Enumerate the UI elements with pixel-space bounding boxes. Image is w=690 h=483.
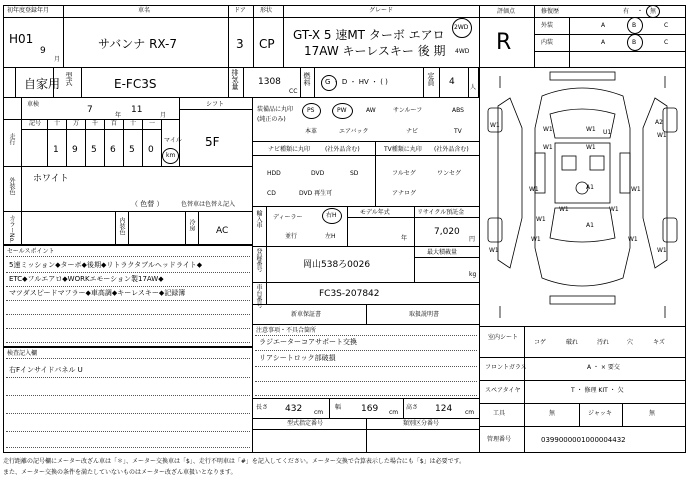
length-value: 432	[285, 404, 303, 414]
mileage-label: 走行	[8, 133, 15, 145]
grade-line1: GT-X 5 速MT ターボ エアロ	[293, 28, 445, 42]
sales-point-label: セールスポイント	[7, 248, 55, 255]
damage-mark: U1	[603, 129, 612, 136]
shape-label: 形状	[260, 7, 273, 14]
damage-mark: A1	[586, 184, 594, 191]
month-unit: 月	[54, 56, 61, 63]
color-value: ホワイト	[33, 174, 69, 184]
length-label: 長さ	[256, 404, 269, 411]
fuel-options: G ・ D ・ HV ・ ( )	[325, 78, 388, 86]
spare-tire-value: T ・ 修理 KIT ・ 欠	[571, 387, 624, 394]
mile-label: マイル	[164, 137, 182, 144]
recycle-value: 7,020	[434, 227, 460, 237]
equipment-label: 装備品に丸印	[257, 106, 294, 113]
inspection-month: 11	[131, 105, 143, 115]
inspector-label: 検査記入欄	[7, 350, 38, 357]
grade-label: グレード	[369, 7, 394, 14]
registration-value: 岡山538ろ0026	[303, 260, 371, 270]
doors-value: 3	[236, 37, 244, 51]
drive-2wd: 2WD	[454, 24, 469, 31]
sales-point-line: マツダスピードマフラー◆車高調◆キーレスキー◆記録簿	[9, 289, 186, 297]
shift-value: 5F	[205, 135, 220, 149]
score-value: R	[496, 30, 512, 55]
damage-mark: W1	[529, 186, 539, 193]
footer-note-1: 走行距離の記号欄にメーター改ざん車は「＊」、メーター交換車は「$」、走行不明車は「#」を記入してください。メーター交換で合算表示した場合にも「$」は必要です。	[3, 458, 466, 465]
ac-value: AC	[216, 226, 229, 236]
damage-mark: A2	[655, 119, 663, 126]
color-change-note: 色替車は色替え記入	[181, 201, 236, 208]
year-label: 初年度登録年月	[7, 7, 50, 14]
interior-label: 内装	[541, 39, 554, 46]
score-label: 評価点	[497, 8, 516, 15]
doors-label: ドア	[234, 7, 246, 14]
damage-mark: W1	[657, 247, 667, 254]
mileage-digit: 9	[72, 145, 78, 155]
class-number-label: 類別区分番号	[403, 420, 440, 427]
navi-label: ナビ種類に丸印	[268, 146, 311, 153]
seats-value: 4	[449, 77, 455, 87]
mileage-digit: 5	[91, 145, 97, 155]
inspector-line: 右Fインサイドパネル U	[9, 366, 83, 374]
model-label: 型式	[65, 72, 73, 86]
name-value: サバンナ RX-7	[98, 37, 178, 51]
load-label: 最大積載量	[427, 249, 458, 256]
mileage-digit: 0	[148, 145, 154, 155]
interior-color-label: 内装色	[118, 217, 125, 235]
damage-mark: W1	[559, 206, 569, 213]
front-glass-value: A ・ × 要交	[587, 364, 620, 371]
interior-sheet-label: 室内シート	[488, 334, 519, 341]
equipment-block	[252, 97, 480, 142]
damage-mark: W1	[543, 126, 553, 133]
damage-mark: W1	[490, 122, 500, 129]
chassis-label: 車台番号	[255, 284, 262, 308]
disp-label: 排気量	[231, 69, 239, 90]
footer-note-2: また、メーター交換の条件を満たしていないものはメーター改ざん車扱いとなります。	[3, 469, 237, 476]
registration-label: 登録番号	[255, 248, 262, 272]
tools-label: 工具	[493, 410, 506, 417]
manual-label: 取扱説明書	[409, 311, 440, 318]
damage-mark: W1	[489, 247, 499, 254]
use-value: 自家用	[24, 77, 61, 91]
damage-mark: W1	[586, 144, 596, 151]
width-label: 幅	[335, 404, 342, 411]
model-value: E-FC3S	[114, 77, 157, 91]
mileage-digit: 6	[110, 145, 116, 155]
exterior-label: 外装	[541, 22, 554, 29]
damage-mark: W1	[657, 132, 667, 139]
jack-value: 無	[649, 410, 656, 417]
mileage-digit: 1	[53, 145, 59, 155]
management-value: 0399000001000004432	[541, 436, 626, 444]
inspection-year: 7	[87, 105, 93, 115]
sales-point-line: 5速ミッション◆ターボ◆後期◆リトラクタブルヘッドライト◆	[9, 261, 203, 269]
fuel-label: 燃料	[303, 72, 311, 86]
jack-label: ジャッキ	[588, 410, 612, 417]
notes-line: リアシートロック部破損	[259, 354, 336, 362]
inspector-block	[3, 347, 253, 453]
repair-no: 無	[650, 8, 657, 15]
new-warranty-label: 新車保証書	[291, 311, 322, 318]
tv-label: TV種類に丸印	[384, 146, 422, 153]
height-value: 124	[435, 404, 453, 414]
shift-label: シフト	[206, 101, 225, 108]
recycle-label: リサイクル預託金	[417, 209, 465, 216]
damage-mark: W1	[631, 186, 641, 193]
damage-mark: W1	[531, 236, 541, 243]
color-change: （ 色替 ）	[131, 200, 164, 208]
tools-value: 無	[549, 410, 556, 417]
spare-tire-label: スペアタイヤ	[485, 387, 521, 394]
month-value: 9	[40, 46, 46, 56]
km-label: km	[166, 152, 176, 159]
seats-label: 定員	[427, 72, 435, 86]
spec-row	[3, 67, 479, 98]
name-label: 車名	[138, 7, 151, 14]
type-number-label: 型式指定番号	[287, 420, 324, 427]
sales-point-line: ETC◆フルエアロ◆WORKエモーション製17AW◆	[9, 275, 164, 283]
chassis-value: FC3S-207842	[319, 289, 380, 299]
height-label: 高さ	[406, 404, 419, 411]
damage-mark: W1	[586, 126, 596, 133]
model-year-label: モデル年式	[360, 209, 390, 216]
width-value: 169	[361, 404, 379, 414]
repair-yes: 有	[623, 8, 630, 15]
shape-value: CP	[259, 37, 275, 51]
color-label: 外装色	[8, 177, 15, 195]
car-diagram	[480, 68, 685, 326]
repair-label: 修復歴	[541, 8, 560, 15]
import-label: 輸入車	[255, 210, 262, 228]
inspection-label: 車検	[27, 101, 40, 108]
disp-value: 1308	[258, 77, 281, 87]
year-value: H01	[9, 32, 34, 46]
color-no-label: カラーNo.	[8, 215, 15, 243]
notes-label: 注意事項・不具合箇所	[256, 327, 317, 334]
ac-label: 冷房	[188, 219, 195, 231]
mileage-digit: 5	[129, 145, 135, 155]
damage-mark: W1	[628, 236, 638, 243]
management-label: 管理番号	[487, 436, 512, 443]
notes-line: ラジエーターコアサポート交換	[259, 338, 357, 346]
grade-line2: 17AW キーレスキー 後 期	[304, 44, 446, 58]
damage-mark: A1	[586, 222, 594, 229]
damage-mark: W1	[609, 206, 619, 213]
auction-sheet: 初年度登録年月 H01 9 月 車名 サバンナ RX-7 ドア 3 形状 CP グレード GT-X 5 速MT ターボ エアロ 17AW キーレスキー 後 期 2WD 4WD 評価点 R 修復歴 有 ・ 無 外装 A B C 内装 A B C 自家用 型式 E-FC3S 排気量 1308 CC 燃料 G ・ D ・ HV ・ ( ) 定員 4 人 車検 7 年 11 月 シフト 5F 走行 記号 十 万 千 百 十 一 1 9 5 6 5 0 マイル km 外装色 ホワイト （ 色替 ） 色替車は色替え記入 カラーNo. 内装色 冷房 AC セールスポイント 5速ミッション◆ターボ◆後期◆リトラクタブルヘッドライト◆ ETC◆フルエアロ◆WORKエモーション製17AW◆ マツダスピードマフラー◆車高調◆キーレスキー◆記録簿 検査記入欄 右Fインサイドパネル U 装備品に丸印 (純正のみ) PS PW AW サンルーフ ABS 本革 エアバック ナビ TV ナビ種類に丸印 (社外品含む) HDD DVD SD CD DVD 再生可 TV種類に丸印 (社外品含む) フルセグ ワンセグ アナログ 輸入車 ディーラー 右H 並行 左H モデル年式 年 リサイクル預託金 7,020 円 登録番号 岡山538ろ0026 最大積載量 kg 車台番号 FC3S-207842 新車保証書 取扱説明書 注意事項・不具合箇所 ラジエーターコアサポート交換 リアシートロック部破損 長さ 432 cm 幅 169 cm 高さ 124 cm 型式指定番号 類別区分番号 W1 W1 W1 W1 U1 W1 A2 W1 A1 W1 W1 W1 W1 W1 A1 W1 W1 W1 W1 室内シート コゲ 破れ 汚れ 穴 キズ フロントガラス A ・ × 要交 スペアタイヤ T ・ 修理 KIT ・ 欠 工具 無 ジャッキ 無 管理番号 0399000001000004432	[3, 5, 686, 453]
damage-mark: W1	[536, 216, 546, 223]
drive-4wd: 4WD	[455, 48, 470, 55]
damage-mark: W1	[543, 144, 553, 151]
front-glass-label: フロントガラス	[485, 364, 527, 371]
